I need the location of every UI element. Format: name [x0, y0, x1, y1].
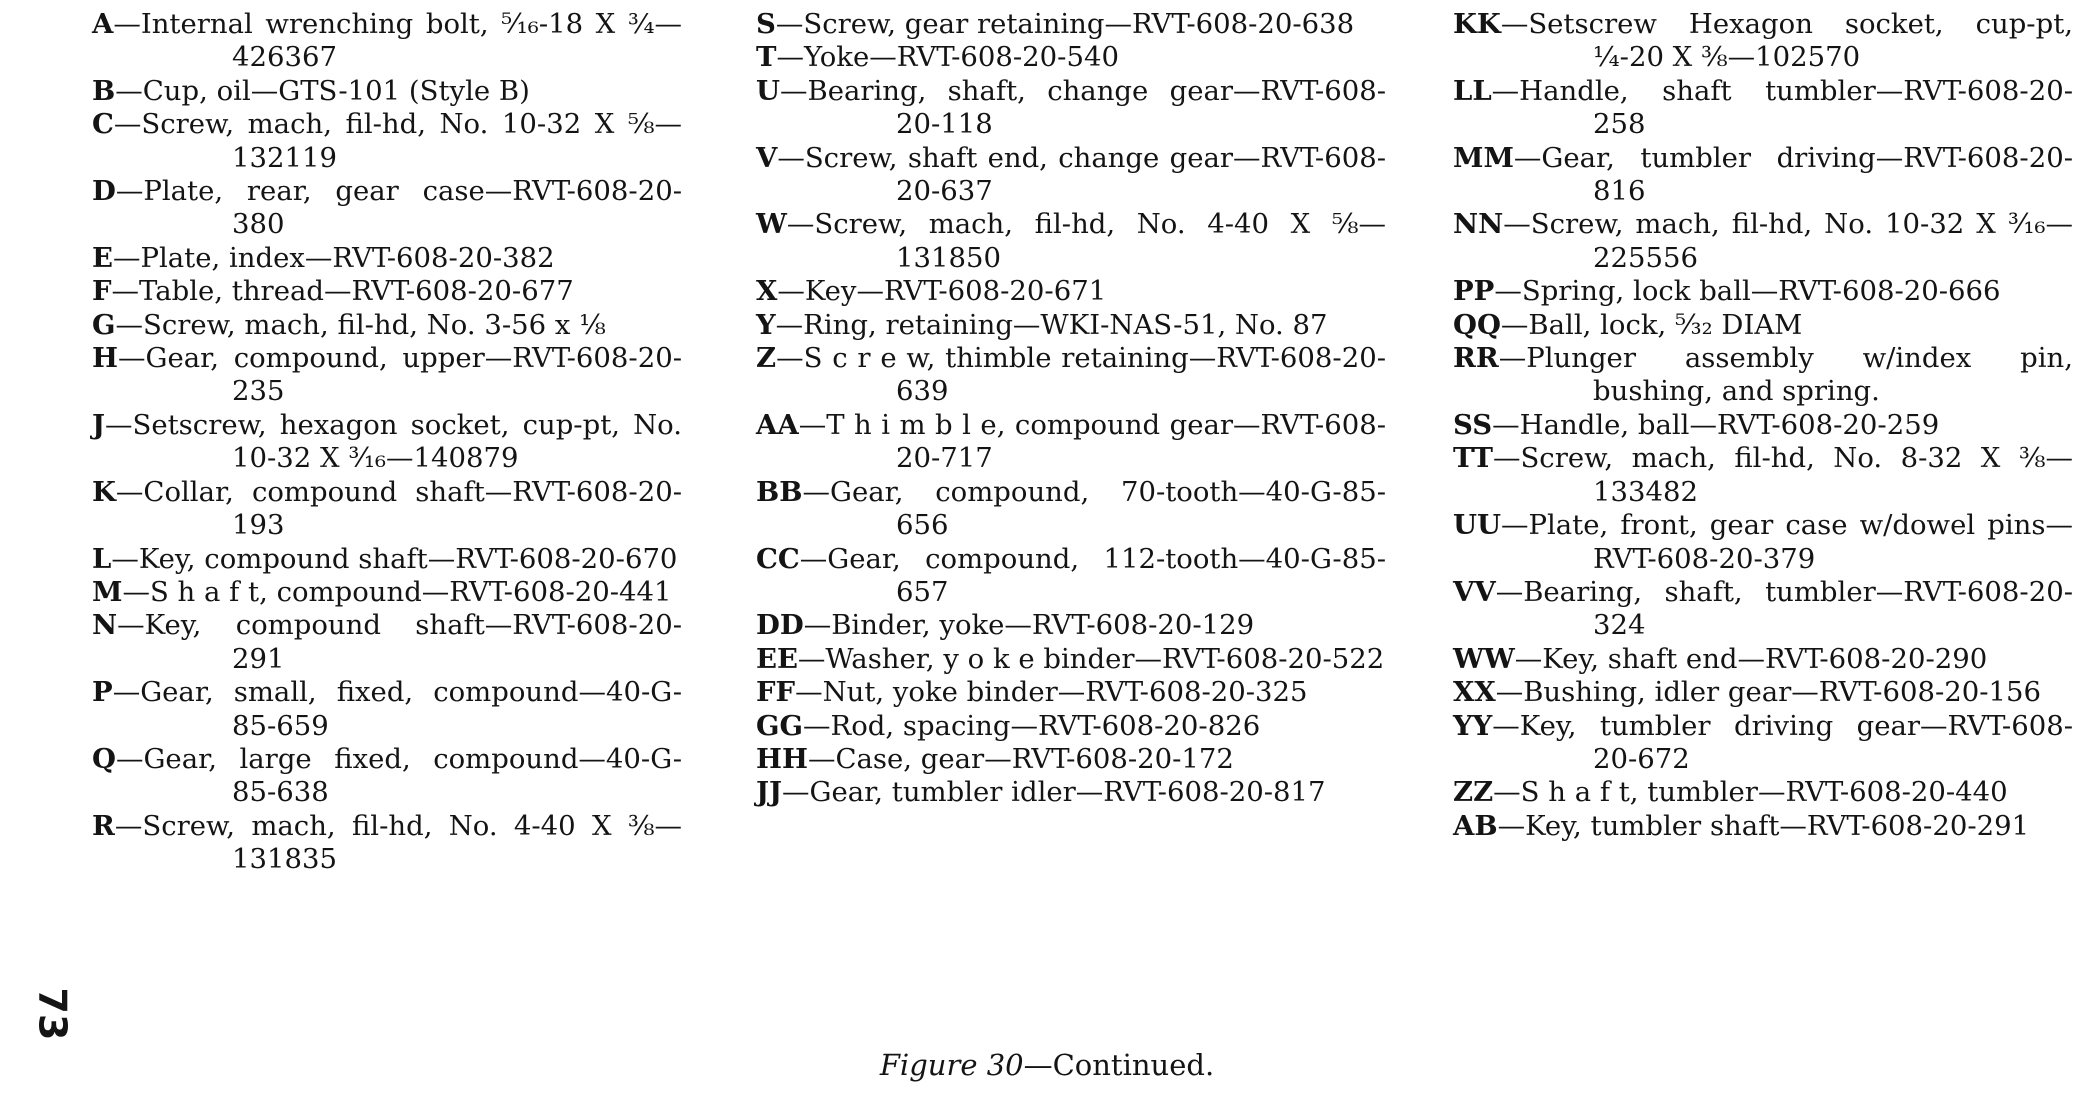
part-code: L [92, 542, 112, 575]
part-code: A [92, 8, 114, 40]
part-code: Q [92, 742, 116, 775]
part-code: GG [756, 709, 803, 742]
part-code: TT [1453, 442, 1493, 475]
part-description: —Nut, yoke binder—RVT-608-20-325 [795, 676, 1308, 709]
part-code: Z [756, 342, 777, 375]
parts-list-item [92, 576, 682, 609]
part-code: D [92, 175, 116, 208]
part-description: —Collar, compound shaft—RVT-608-20-193 [115, 475, 682, 542]
part-description: —S c r e w, thimble retaining—RVT-608-20-639 [776, 342, 1386, 408]
parts-list-item [756, 743, 1386, 776]
parts-list-item [756, 476, 1386, 543]
part-description: —Spring, lock ball—RVT-608-20-666 [1494, 275, 2001, 308]
part-code: MM [1453, 141, 1514, 174]
part-description: —Screw, mach, fil-hd, No. 10-32 X ³⁄₁₆—225556 [1503, 208, 2073, 274]
part-code: CC [756, 542, 800, 575]
part-code: ZZ [1453, 776, 1494, 809]
part-code: AA [756, 408, 799, 441]
parts-list-item [1453, 75, 2073, 142]
parts-list-item [92, 309, 682, 342]
part-code: J [92, 408, 106, 441]
part-description: —Bushing, idler gear—RVT-608-20-156 [1495, 676, 2042, 709]
parts-list-item [756, 142, 1386, 209]
part-description: —Washer, y o k e binder—RVT-608-20-522 [797, 642, 1385, 675]
figure-label: Figure 30 [879, 1048, 1024, 1082]
parts-list-item [92, 743, 682, 810]
part-description: —Gear, large fixed, compound—40-G-85-638 [115, 742, 682, 809]
parts-list-item [92, 75, 682, 108]
parts-list-item [1453, 142, 2073, 209]
part-code: EE [756, 642, 798, 675]
part-description: —Gear, compound, 112-tooth—40-G-85-657 [799, 542, 1386, 608]
part-code: UU [1453, 509, 1501, 542]
parts-list-item [1453, 643, 2073, 676]
part-code: F [92, 275, 112, 308]
part-description: —Plate, front, gear case w/dowel pins—RVT-608-20-379 [1500, 509, 2073, 575]
part-description: —Gear, tumbler idler—RVT-608-20-817 [782, 776, 1326, 809]
parts-list-item [1453, 810, 2073, 843]
part-description: —Key, tumbler shaft—RVT-608-20-291 [1497, 809, 2030, 842]
parts-list-item [92, 108, 682, 175]
parts-list-item [756, 643, 1386, 676]
part-description: —Bearing, shaft, tumbler—RVT-608-20-324 [1495, 575, 2073, 642]
parts-list-item [92, 609, 682, 676]
parts-list-item [92, 409, 682, 476]
parts-list-item [756, 309, 1386, 342]
part-code: W [756, 208, 787, 241]
part-code: P [92, 676, 113, 709]
parts-list-item [92, 810, 682, 877]
parts-list-item [756, 342, 1386, 409]
part-code: FF [756, 676, 796, 709]
part-description: —Screw, mach, fil-hd, No. 4-40 X ⅝—131850 [786, 208, 1386, 274]
page-number: 73 [30, 987, 75, 1041]
part-code: WW [1453, 642, 1515, 675]
part-description: —Gear, tumbler driving—RVT-608-20-816 [1513, 141, 2073, 208]
part-description: —Table, thread—RVT-608-20-677 [111, 275, 574, 308]
parts-list-item [92, 676, 682, 743]
part-code: XX [1453, 676, 1496, 709]
part-description: —Screw, mach, fil-hd, No. 4-40 X ⅜—131835 [114, 809, 682, 876]
parts-list-item [1453, 275, 2073, 308]
part-code: T [756, 41, 777, 74]
part-description: —S h a f t, compound—RVT-608-20-441 [122, 575, 672, 608]
part-description: —Internal wrenching bolt, ⁵⁄₁₆-18 X ¾—426367 [113, 8, 682, 74]
part-code: HH [756, 742, 808, 775]
part-code: N [92, 609, 118, 642]
parts-column-3 [1453, 8, 2073, 843]
parts-list-item [1453, 8, 2073, 75]
parts-list-item [1453, 309, 2073, 342]
parts-list-item [92, 242, 682, 275]
parts-list-item [756, 676, 1386, 709]
part-description: —Gear, small, fixed, compound—40-G-85-659 [112, 676, 682, 742]
parts-list-item [1453, 776, 2073, 809]
parts-list-item [1453, 342, 2073, 409]
parts-list-item [1453, 409, 2073, 442]
parts-list-item [92, 275, 682, 308]
part-code: V [756, 141, 778, 174]
parts-list-item [92, 8, 682, 75]
part-description: —Screw, mach, fil-hd, No. 8-32 X ⅜—133482 [1492, 442, 2073, 508]
part-code: C [92, 108, 114, 141]
part-description: —Key, compound shaft—RVT-608-20-291 [117, 609, 682, 675]
part-description: —Case, gear—RVT-608-20-172 [807, 742, 1234, 775]
parts-list-item [92, 342, 682, 409]
part-code: YY [1453, 709, 1493, 742]
part-code: DD [756, 609, 804, 642]
parts-list-item [756, 710, 1386, 743]
part-code: RR [1453, 342, 1499, 375]
parts-list-item [92, 175, 682, 242]
part-description: —Screw, shaft end, change gear—RVT-608-20-637 [777, 141, 1386, 208]
parts-list-item [756, 208, 1386, 275]
part-description: —Rod, spacing—RVT-608-20-826 [802, 709, 1261, 742]
part-code: S [756, 8, 776, 40]
part-code: KK [1453, 8, 1501, 40]
figure-caption [0, 1048, 2094, 1082]
part-description: —Setscrew, hexagon socket, cup-pt, No. 10-32 X ³⁄₁₆—140879 [105, 408, 682, 475]
part-code: JJ [756, 776, 783, 809]
part-description: —Gear, compound, upper—RVT-608-20-235 [117, 342, 682, 408]
parts-list-item [756, 275, 1386, 308]
part-description: —S h a f t, tumbler—RVT-608-20-440 [1493, 776, 2008, 809]
part-code: U [756, 74, 780, 107]
parts-list-item [92, 476, 682, 543]
part-description: —Handle, ball—RVT-608-20-259 [1492, 408, 1940, 441]
part-description: —Plunger assembly w/index pin, bushing, and spring. [1498, 342, 2073, 408]
part-code: Y [756, 308, 776, 341]
part-code: SS [1453, 408, 1493, 441]
parts-list-item [1453, 442, 2073, 509]
part-description: —Plate, index—RVT-608-20-382 [112, 241, 555, 274]
part-code: X [756, 275, 778, 308]
part-description: —Ball, lock, ⁵⁄₃₂ DIAM [1500, 308, 1803, 341]
part-description: —Cup, oil—GTS-101 (Style B) [115, 74, 530, 107]
part-description: —Key—RVT-608-20-671 [777, 275, 1107, 308]
part-description: —Key, compound shaft—RVT-608-20-670 [111, 542, 678, 575]
parts-list-item [1453, 208, 2073, 275]
part-description: —Ring, retaining—WKI-NAS-51, No. 87 [775, 308, 1328, 341]
parts-column-2 [756, 8, 1386, 810]
parts-list-item [756, 543, 1386, 610]
part-code: BB [756, 475, 803, 508]
parts-list-item [92, 543, 682, 576]
part-description: —T h i m b l e, compound gear—RVT-608-20-717 [798, 408, 1386, 475]
part-description: —Setscrew Hexagon socket, cup-pt, ¼-20 X ⅜—102570 [1500, 8, 2073, 74]
part-code: R [92, 809, 115, 842]
part-description: —Yoke—RVT-608-20-540 [776, 41, 1119, 74]
part-code: M [92, 575, 123, 608]
part-code: B [92, 74, 116, 107]
part-description: —Screw, gear retaining—RVT-608-20-638 [775, 8, 1355, 40]
part-description: —Gear, compound, 70-tooth—40-G-85-656 [802, 475, 1386, 542]
parts-list-item [756, 41, 1386, 74]
parts-list-item [756, 776, 1386, 809]
part-code: NN [1453, 208, 1504, 241]
part-description: —Bearing, shaft, change gear—RVT-608-20-118 [779, 74, 1386, 141]
part-code: VV [1453, 575, 1496, 608]
part-code: E [92, 241, 113, 274]
part-description: —Handle, shaft tumbler—RVT-608-20-258 [1491, 74, 2073, 141]
parts-list-item [1453, 710, 2073, 777]
part-code: G [92, 308, 116, 341]
parts-list-item [756, 8, 1386, 41]
parts-list-item [756, 609, 1386, 642]
parts-list-item [756, 75, 1386, 142]
part-description: —Plate, rear, gear case—RVT-608-20-380 [115, 175, 682, 241]
parts-list-item [756, 409, 1386, 476]
figure-caption-rest: —Continued. [1023, 1048, 1215, 1082]
parts-list-item [1453, 676, 2073, 709]
part-code: PP [1453, 275, 1495, 308]
part-description: —Binder, yoke—RVT-608-20-129 [803, 609, 1255, 642]
parts-column-1 [92, 8, 682, 877]
parts-list-item [1453, 576, 2073, 643]
part-code: H [92, 342, 118, 375]
part-description: —Key, tumbler driving gear—RVT-608-20-672 [1492, 709, 2073, 775]
part-description: —Key, shaft end—RVT-608-20-290 [1514, 642, 1988, 675]
part-code: AB [1453, 809, 1498, 842]
part-description: —Screw, mach, fil-hd, No. 3-56 x ⅛ [115, 308, 606, 341]
part-code: QQ [1453, 308, 1501, 341]
parts-list-item [1453, 509, 2073, 576]
part-code: LL [1453, 74, 1492, 107]
part-description: —Screw, mach, fil-hd, No. 10-32 X ⅝—132119 [113, 108, 682, 174]
part-code: K [92, 475, 116, 508]
